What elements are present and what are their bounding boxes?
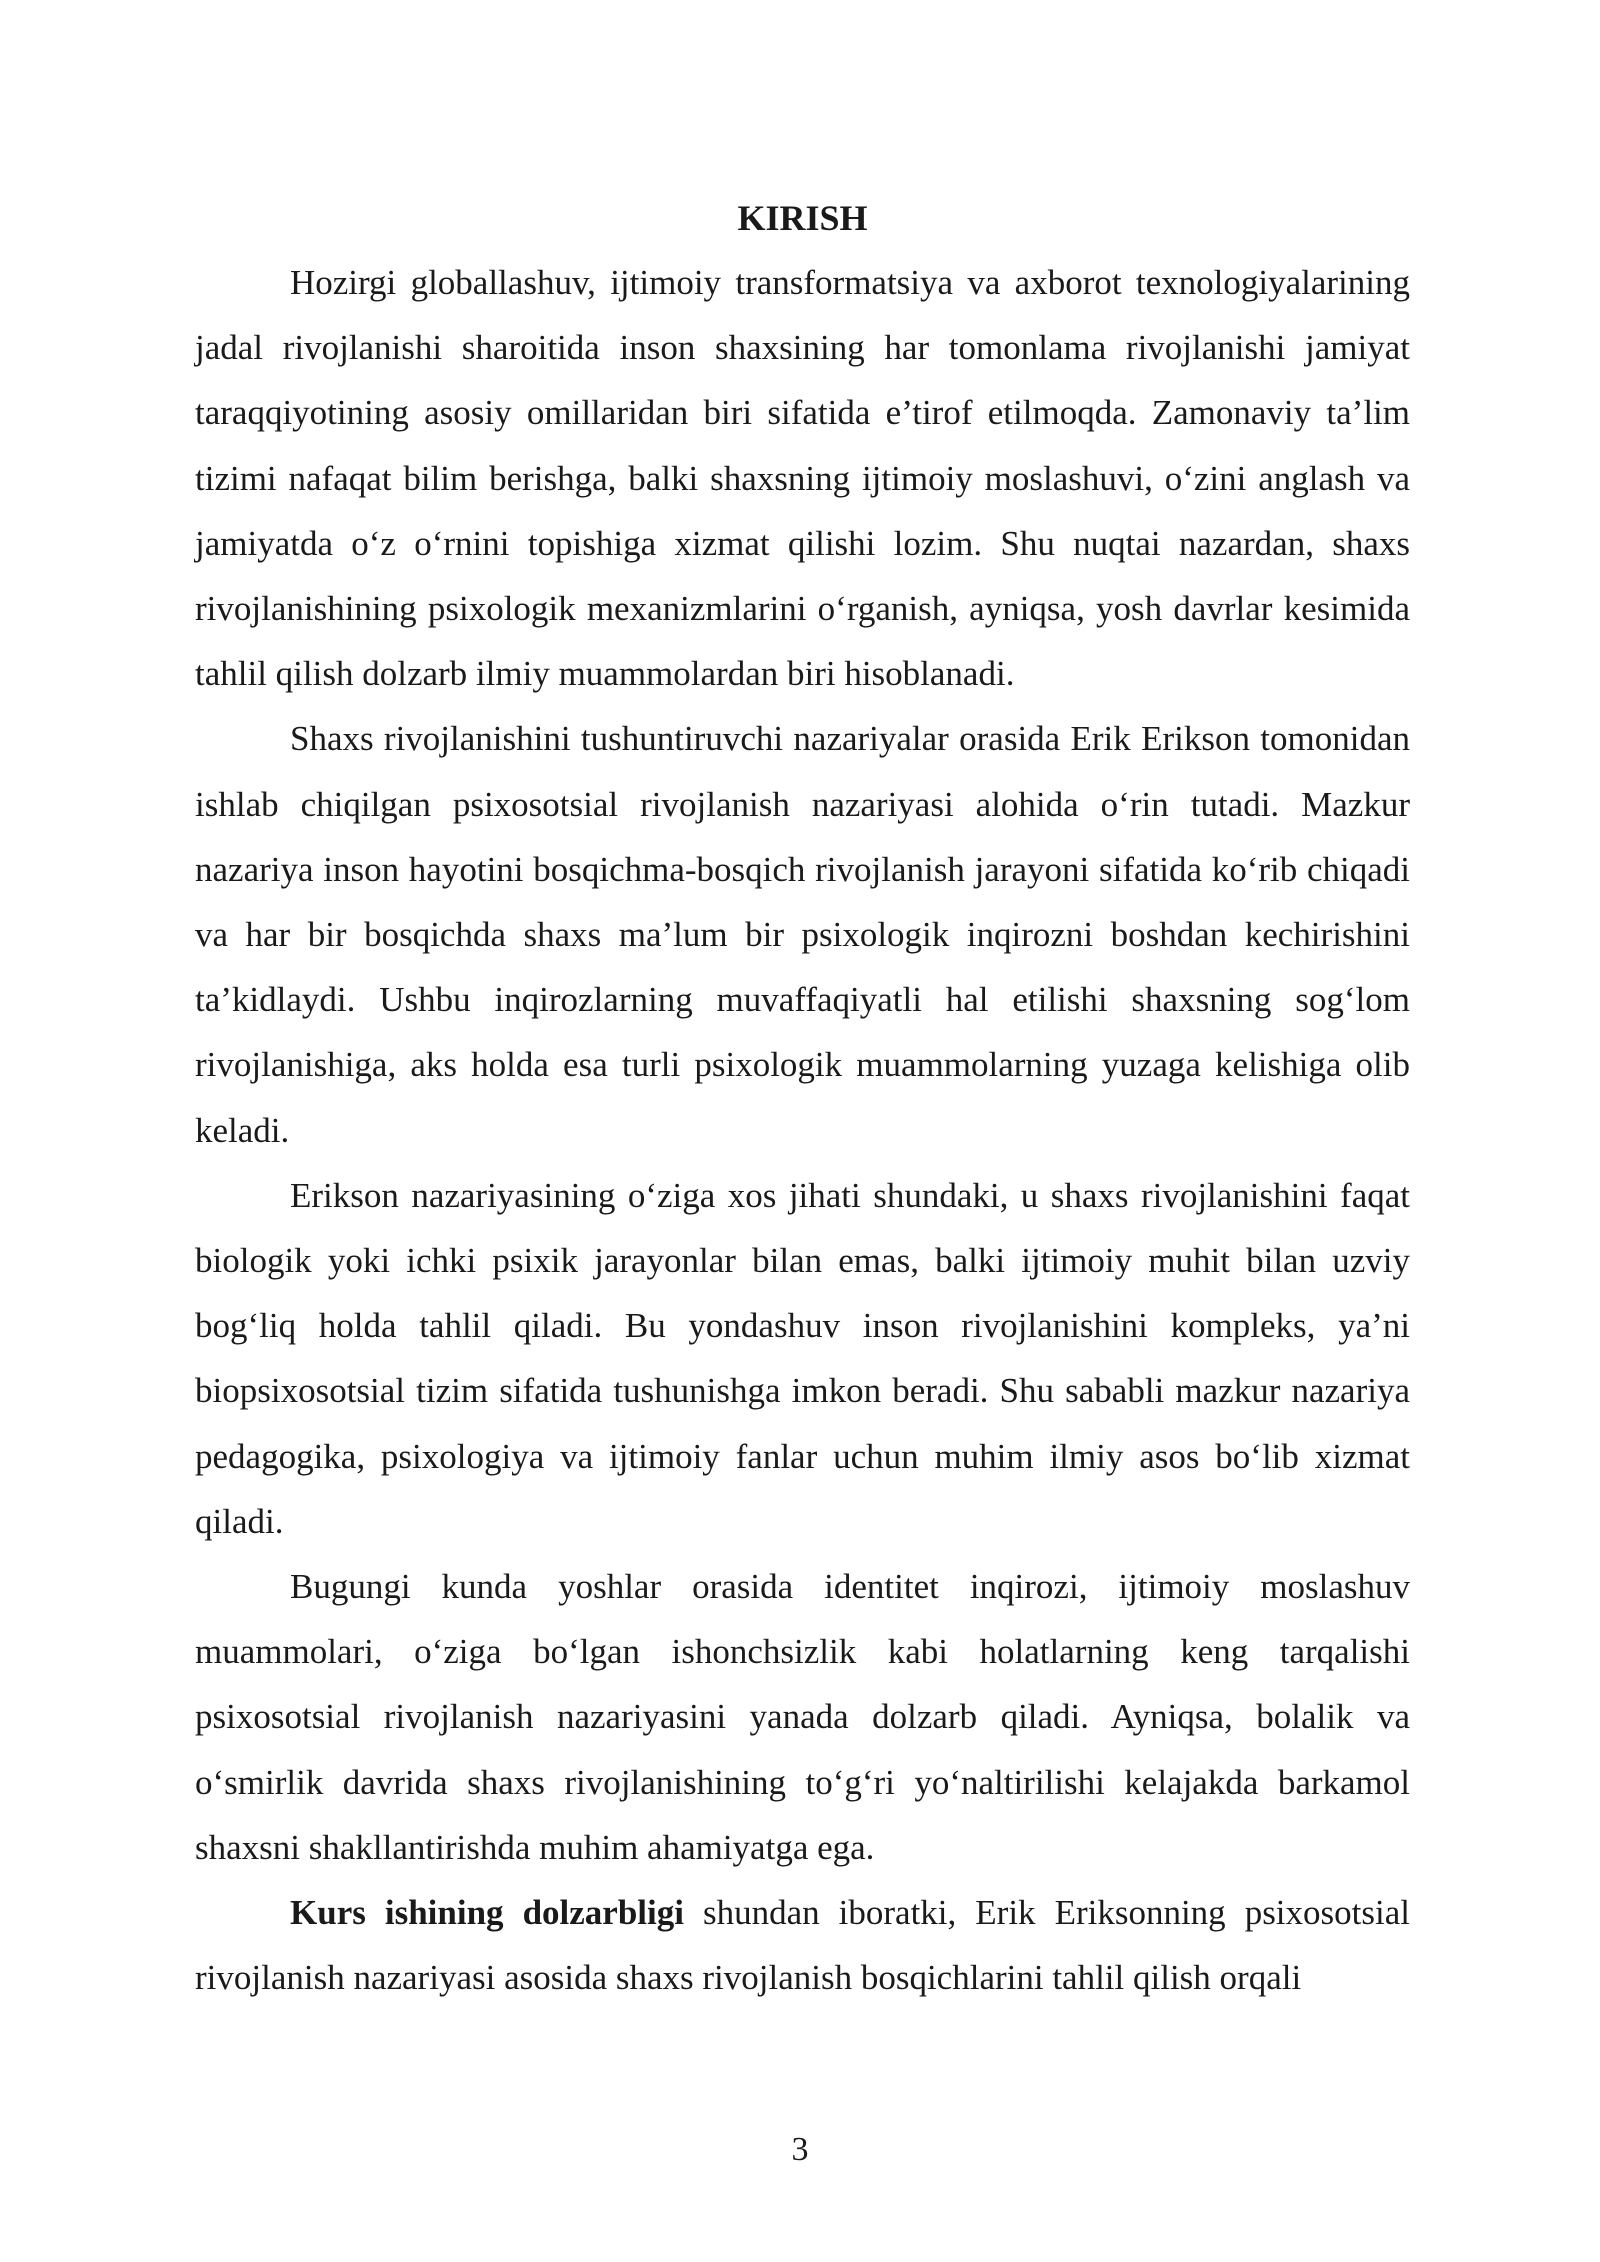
paragraph-5-text: shundan iboratki, Erik Eriksonning psixosotsial rivojlanish nazariyasi asosida shaxs rivojlanish bosqichlarini tahlil qilish orqali [195,1893,1410,1998]
paragraph-1: Hozirgi globallashuv, ijtimoiy transformatsiya va axborot texnologiyalarining jadal rivojlanishi sharoitida inson shaxsining har tomonlama rivojlanishi jamiyat taraqqiyotining asosiy omillaridan biri sifatida e’tirof etilmoqda. Zamonaviy ta’lim tizimi nafaqat bilim berishga, balki shaxsning ijtimoiy moslashuvi, o‘zini anglash va jamiyatda o‘z o‘rnini topishiga xizmat qilishi lozim. Shu nuqtai nazardan, shaxs rivojlanishining psixologik mexanizmlarini o‘rganish, ayniqsa, yosh davrlar kesimida tahlil qilish dolzarb ilmiy muammolardan biri hisoblanadi. [195,263,1410,694]
page-number: 3 [791,2131,809,2168]
paragraph-2: Shaxs rivojlanishini tushuntiruvchi nazariyalar orasida Erik Erikson tomonidan ishlab chiqilgan psixosotsial rivojlanish nazariyasi alohida o‘rin tutadi. Mazkur nazariya inson hayotini bosqichma-bosqich rivojlanish jarayoni sifatida ko‘rib chiqadi va har bir bosqichda shaxs ma’lum bir psixologik inqirozni boshdan kechirishini ta’kidlaydi. Ushbu inqirozlarning muvaffaqiyatli hal etilishi shaxsning sog‘lom rivojlanishiga, aks holda esa turli psixologik muammolarning yuzaga kelishiga olib keladi. [195,719,1410,1150]
paragraph-5 [195,1880,1410,2010]
page-content [195,190,1410,2010]
paragraph-4: Bugungi kunda yoshlar orasida identitet inqirozi, ijtimoiy moslashuv muammolari, o‘ziga bo‘lgan ishonchsizlik kabi holatlarning keng tarqalishi psixosotsial rivojlanish nazariyasini yanada dolzarb qiladi. Ayniqsa, bolalik va o‘smirlik davrida shaxs rivojlanishining to‘g‘ri yo‘naltirilishi kelajakda barkamol shaxsni shakllantirishda muhim ahamiyatga ega. [195,1567,1410,1867]
paragraph-5-bold-lead: Kurs ishining dolzarbligi [290,1893,684,1933]
section-heading: KIRISH [737,198,868,238]
paragraph-3: Erikson nazariyasining o‘ziga xos jihati shundaki, u shaxs rivojlanishini faqat biologik yoki ichki psixik jarayonlar bilan emas, balki ijtimoiy muhit bilan uzviy bog‘liq holda tahlil qiladi. Bu yondashuv inson rivojlanishini kompleks, ya’ni biopsixosotsial tizim sifatida tushunishga imkon beradi. Shu sababli mazkur nazariya pedagogika, psixologiya va ijtimoiy fanlar uchun muhim ilmiy asos bo‘lib xizmat qiladi. [195,1175,1410,1541]
